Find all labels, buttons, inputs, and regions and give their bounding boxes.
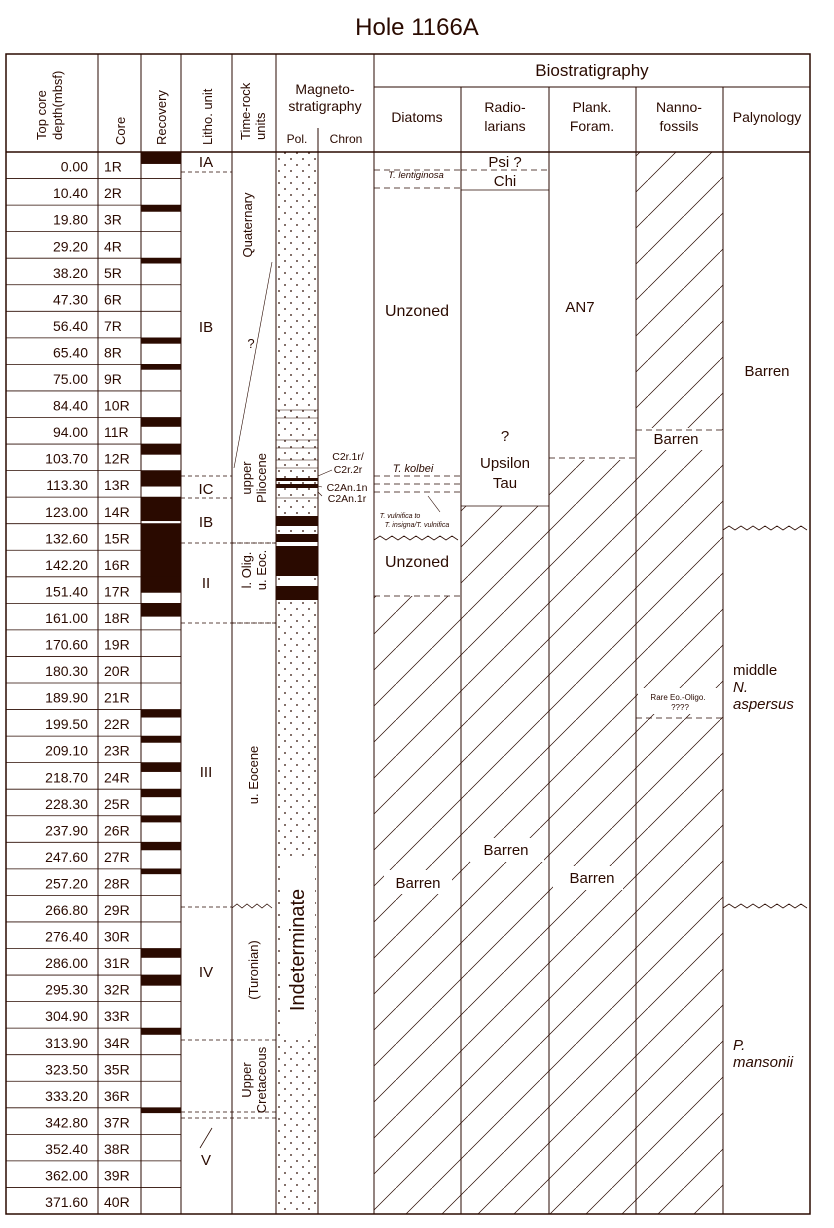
timerock-cretaceous-1: Upper — [239, 1062, 254, 1098]
timerock-eocene: u. Eocene — [246, 745, 261, 805]
header-diatoms: Diatoms — [391, 109, 443, 125]
recovery-bar — [141, 364, 181, 369]
depth-value: 266.80 — [45, 902, 88, 919]
header-depth-1: Top core — [34, 90, 49, 140]
depth-value: 170.60 — [45, 636, 88, 653]
litho-iv: IV — [198, 964, 214, 981]
core-label: 18R — [104, 609, 130, 626]
depth-value: 65.40 — [52, 344, 88, 361]
depth-value: 142.20 — [45, 556, 88, 573]
core-label: 6R — [104, 291, 122, 308]
core-label: 17R — [104, 583, 130, 600]
header-radio-2: larians — [484, 118, 526, 134]
recovery-bar — [141, 1028, 181, 1035]
depth-value: 228.30 — [45, 795, 88, 812]
recovery-bar — [141, 736, 181, 743]
header-magneto-1: Magneto- — [295, 81, 355, 97]
depth-value: 19.80 — [52, 211, 88, 228]
plank-barren: Barren — [569, 870, 615, 887]
depth-value: 352.40 — [45, 1140, 88, 1157]
recovery-bar — [141, 418, 181, 427]
polarity-dots — [276, 152, 318, 1214]
radio-barren: Barren — [483, 842, 529, 859]
header-litho: Litho. unit — [200, 88, 215, 145]
timerock-oligo-1: l. Olig. — [239, 551, 254, 589]
palyno-aspersus: aspersus — [733, 696, 794, 713]
recovery-bar — [141, 471, 181, 487]
depth-value: 286.00 — [45, 955, 88, 972]
depth-value: 276.40 — [45, 928, 88, 945]
timerock-turonian: (Turonian) — [246, 940, 261, 1000]
header-timerock-1: Time-rock — [238, 82, 253, 140]
depth-value: 209.10 — [45, 742, 88, 759]
header-bio: Biostratigraphy — [535, 61, 649, 80]
recovery-bar — [141, 338, 181, 344]
recovery-bar — [141, 497, 181, 521]
depth-value: 342.80 — [45, 1114, 88, 1131]
recovery-bar — [141, 869, 181, 874]
depth-value: 257.20 — [45, 875, 88, 892]
radio-upsilon: Upsilon — [479, 455, 531, 472]
header-magneto-2: stratigraphy — [288, 98, 362, 114]
core-label: 14R — [104, 503, 130, 520]
core-label: 8R — [104, 344, 122, 361]
depth-value: 29.20 — [52, 238, 88, 255]
chron-c2an1r: C2An.1r — [327, 493, 367, 505]
recovery-bar — [141, 710, 181, 718]
depth-value: 247.60 — [45, 848, 88, 865]
depth-value: 189.90 — [45, 689, 88, 706]
depth-value: 113.30 — [46, 477, 88, 494]
litho-iii: III — [199, 764, 213, 781]
core-label: 29R — [104, 902, 130, 919]
recovery-bar — [141, 550, 181, 577]
depth-value: 132.60 — [45, 530, 88, 547]
core-label: 7R — [104, 317, 122, 334]
depth-value: 38.20 — [52, 264, 88, 281]
timerock-question: ? — [247, 336, 255, 351]
core-label: 27R — [104, 848, 130, 865]
core-label: 35R — [104, 1061, 130, 1078]
header-radio-1: Radio- — [484, 99, 526, 115]
radio-question: ? — [500, 428, 510, 445]
core-label: 37R — [104, 1114, 130, 1131]
core-label: 25R — [104, 795, 130, 812]
diatom-barren: Barren — [395, 875, 441, 892]
recovery-bar — [141, 577, 181, 593]
core-label: 22R — [104, 716, 130, 733]
core-label: 10R — [104, 397, 130, 414]
depth-value: 313.90 — [45, 1034, 88, 1051]
recovery-bar — [141, 524, 181, 551]
diatom-hatch — [374, 596, 461, 1214]
core-label: 5R — [104, 264, 122, 281]
core-label: 13R — [104, 477, 130, 494]
magneto-indeterminate: Indeterminate — [287, 888, 309, 1012]
palyno-middle: middle — [733, 662, 778, 679]
radio-chi: Chi — [493, 173, 517, 190]
depth-value: 199.50 — [45, 716, 88, 733]
litho-labels — [199, 154, 214, 1169]
litho-ia: IA — [198, 154, 214, 171]
diatom-lentiginosa: T. lentiginosa — [388, 170, 444, 181]
core-label: 28R — [104, 875, 130, 892]
nanno-rare-1: Rare Eo.-Oligo. — [650, 693, 706, 702]
header-timerock-2: units — [253, 112, 268, 140]
recovery-bar — [141, 258, 181, 263]
header-plank-2: Foram. — [569, 118, 615, 134]
recovery-bar — [141, 205, 181, 212]
core-label: 11R — [104, 424, 129, 441]
depth-value: 151.40 — [45, 583, 88, 600]
core-label: 9R — [104, 371, 122, 388]
depth-value: 47.30 — [52, 291, 88, 308]
core-rows — [6, 152, 181, 1210]
core-label: 2R — [104, 185, 122, 202]
depth-value: 218.70 — [45, 769, 88, 786]
depth-value: 0.00 — [60, 158, 88, 175]
recovery-bar — [141, 152, 181, 164]
nanno-rare-2: ???? — [671, 703, 689, 712]
header-nanno-2: fossils — [659, 118, 699, 134]
core-label: 38R — [104, 1140, 130, 1157]
palyno-p: P. — [733, 1037, 746, 1054]
depth-value: 161.00 — [45, 609, 88, 626]
recovery-bar — [141, 949, 181, 958]
diatom-unzoned-2: Unzoned — [384, 554, 450, 571]
core-label: 32R — [104, 981, 130, 998]
core-label: 16R — [104, 556, 130, 573]
core-label: 40R — [104, 1194, 130, 1211]
core-label: 34R — [104, 1034, 130, 1051]
core-label: 19R — [104, 636, 130, 653]
header-depth-2: depth(mbsf) — [50, 70, 65, 140]
recovery-bar — [141, 842, 181, 850]
core-label: 23R — [104, 742, 130, 759]
column-headers — [34, 61, 801, 146]
core-label: 33R — [104, 1008, 130, 1025]
timerock-quaternary: Quaternary — [240, 192, 255, 258]
depth-value: 10.40 — [52, 185, 88, 202]
depth-value: 295.30 — [45, 981, 88, 998]
core-label: 3R — [104, 211, 122, 228]
core-label: 12R — [104, 450, 130, 467]
litho-ib: IB — [198, 319, 214, 336]
core-label: 30R — [104, 928, 130, 945]
litho-ic: IC — [198, 481, 214, 498]
depth-value: 304.90 — [45, 1008, 88, 1025]
core-label: 24R — [104, 769, 130, 786]
plank-hatch — [549, 460, 636, 1214]
litho-v: V — [200, 1152, 212, 1169]
depth-value: 75.00 — [52, 371, 88, 388]
core-label: 1R — [104, 158, 122, 175]
depth-value: 237.90 — [45, 822, 88, 839]
palyno-labels — [733, 363, 794, 1071]
palyno-mansonii: mansonii — [733, 1054, 794, 1071]
recovery-bar — [141, 444, 181, 455]
header-chron: Chron — [329, 132, 363, 146]
depth-value: 180.30 — [45, 663, 88, 680]
depth-value: 103.70 — [45, 450, 88, 467]
nanno-hatch-top — [636, 152, 723, 430]
depth-value: 123.00 — [45, 503, 88, 520]
core-label: 21R — [104, 689, 130, 706]
nanno-hatch-bottom — [636, 448, 723, 1214]
chart-title: Hole 1166A — [355, 14, 479, 41]
core-label: 31R — [104, 955, 130, 972]
core-label: 15R — [104, 530, 130, 547]
recovery-bar — [141, 603, 181, 616]
timerock-cretaceous-2: Cretaceous — [254, 1046, 269, 1114]
chron-c2r1r: C2r.1r/ — [332, 451, 364, 463]
depth-value: 84.40 — [52, 397, 88, 414]
core-label: 36R — [104, 1087, 130, 1104]
litho-ib-2: IB — [198, 514, 214, 531]
palyno-barren: Barren — [744, 363, 790, 380]
timerock-oligo-2: u. Eoc. — [254, 549, 269, 591]
core-label: 39R — [104, 1167, 130, 1184]
core-label: 20R — [104, 663, 130, 680]
header-pol: Pol. — [286, 132, 308, 146]
recovery-bar — [141, 1108, 181, 1113]
diatom-vulnifica-2: T. insigna/T. vulnifica — [384, 522, 450, 529]
chron-c2an1n: C2An.1n — [326, 482, 368, 494]
depth-value: 371.60 — [45, 1194, 88, 1211]
radio-tau: Tau — [492, 475, 518, 492]
nanno-barren: Barren — [653, 431, 699, 448]
recovery-bar — [141, 763, 181, 772]
litho-ii: II — [201, 575, 211, 592]
header-recovery: Recovery — [154, 90, 169, 145]
litho-v-ticks — [200, 1128, 212, 1148]
header-palyno: Palynology — [732, 109, 802, 125]
depth-value: 362.00 — [45, 1167, 88, 1184]
depth-value: 56.40 — [52, 317, 88, 334]
plank-an7: AN7 — [565, 299, 595, 316]
diatom-kolbei: T. kolbei — [392, 463, 434, 475]
timerock-pliocene-1: upper — [239, 461, 254, 495]
diatom-unzoned: Unzoned — [384, 303, 450, 320]
recovery-bar — [141, 975, 181, 986]
diatom-vulnifica-1: T. vulnifica to — [379, 513, 421, 520]
timerock-labels — [239, 192, 269, 1113]
depth-value: 94.00 — [52, 424, 88, 441]
header-plank-1: Plank. — [572, 99, 612, 115]
radio-psi: Psi ? — [488, 154, 522, 171]
core-label: 4R — [104, 238, 122, 255]
depth-value: 323.50 — [45, 1061, 88, 1078]
chron-labels — [327, 451, 368, 505]
chron-c2r2r: C2r.2r — [333, 464, 363, 476]
recovery-bar — [141, 816, 181, 823]
timerock-pliocene-2: Pliocene — [254, 453, 269, 503]
header-core: Core — [113, 116, 128, 145]
header-nanno-1: Nanno- — [656, 99, 702, 115]
palyno-n: N. — [733, 679, 748, 696]
core-label: 26R — [104, 822, 130, 839]
litho-boundaries — [181, 172, 276, 1118]
depth-value: 333.20 — [45, 1087, 88, 1104]
recovery-bar — [141, 789, 181, 797]
